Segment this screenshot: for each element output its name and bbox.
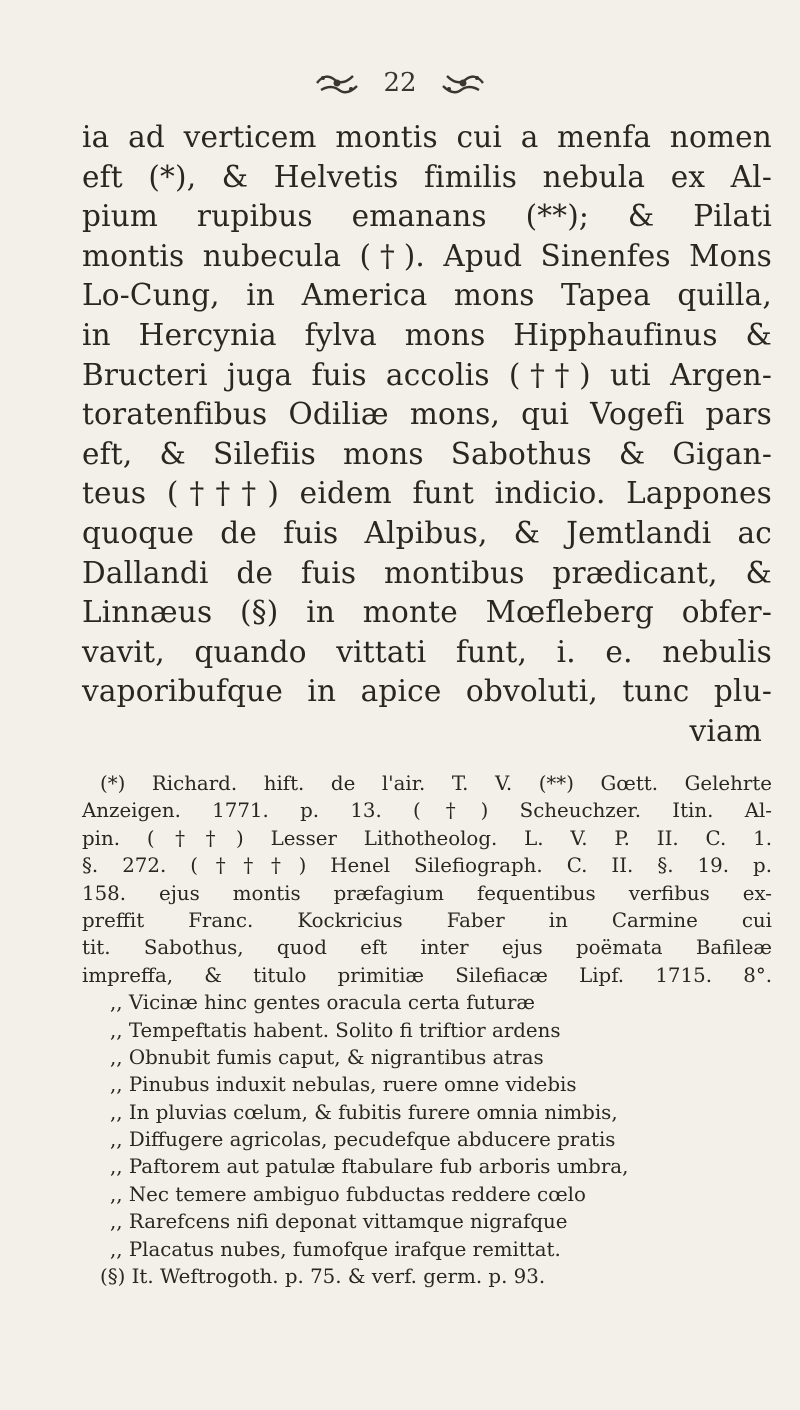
footnotes-block [82, 770, 772, 1290]
text-line: pium rupibus emanans (**); & Pilati [82, 199, 772, 234]
verse-line: ,, Paftorem aut patulæ ftabulare fub arboris umbra, [110, 1155, 629, 1179]
text-line: vavit, quando vittati funt, i. e. nebulis [82, 634, 772, 669]
verse-line: ,, Obnubit fumis caput, & nigrantibus atras [110, 1045, 544, 1069]
verse-line: ,, In pluvias cœlum, & fubitis furere omnia nimbis, [110, 1100, 618, 1124]
verse-line: ,, Tempeftatis habent. Solito fi triftior ardens [110, 1018, 561, 1042]
text-line: quoque de fuis Alpibus, & Jemtlandi ac [82, 515, 772, 550]
text-line: teus (†††) eidem funt indicio. Lappones [82, 476, 772, 511]
text-line: toratenfibus Odiliæ mons, qui Vogefi pars [82, 397, 772, 432]
footnote-line: (*) Richard. hift. de l'air. T. V. (**) Gœtt. Gelehrte [100, 772, 772, 795]
text-line: montis nubecula (†). Apud Sinenfes Mons [82, 238, 772, 273]
verse-line: ,, Pinubus induxit nebulas, ruere omne videbis [110, 1073, 577, 1097]
text-line: ia ad verticem montis cui a menfa nomen [82, 120, 772, 154]
text-line: Lo-Cung, in America mons Tapea quilla, [82, 278, 772, 313]
footnote-line: (§) It. Weftrogoth. p. 75. & verf. germ. p. 93. [100, 1265, 546, 1289]
main-text-block [82, 118, 772, 752]
verse-line: ,, Placatus nubes, fumofque irafque remittat. [110, 1237, 561, 1261]
text-line: Bructeri juga fuis accolis (††) uti Argen- [82, 357, 772, 392]
text-line: eft (*), & Helvetis fimilis nebula ex Al- [82, 159, 772, 194]
catchword-line: viam [689, 713, 762, 748]
text-line: in Hercynia fylva mons Hipphaufinus & [82, 317, 772, 352]
page-number: 22 [383, 68, 417, 98]
footnote-line: 158. ejus montis præfagium fequentibus verfibus ex- [82, 881, 772, 905]
left-fleuron-ornament-icon [313, 70, 361, 96]
verse-line: ,, Rarefcens nifi deponat vittamque nigrafque [110, 1210, 568, 1234]
footnote-line: Anzeigen. 1771. p. 13. (†) Scheuchzer. Itin. Al- [82, 799, 772, 823]
footnote-line: §. 272. (†††) Henel Silefiograph. C. II. §. 19. p. [82, 854, 772, 878]
text-line: Linnæus (§) in monte Mœfleberg obfer- [82, 595, 772, 630]
verse-line: ,, Vicinæ hinc gentes oracula certa futuræ [110, 991, 535, 1015]
text-line: Dallandi de fuis montibus prædicant, & [82, 555, 772, 590]
footnote-line: impreffa, & titulo primitiæ Silefiacæ Lipf. 1715. 8°. [82, 963, 772, 987]
footnote-line: tit. Sabothus, quod eft inter ejus poëmata Bafileæ [82, 936, 772, 960]
verse-line: ,, Nec temere ambiguo fubductas reddere cœlo [110, 1182, 586, 1206]
page-header [0, 68, 800, 98]
footnote-line: preffit Franc. Kockricius Faber in Carmine cui [82, 908, 772, 932]
footnote-line: pin. (††) Lesser Lithotheolog. L. V. P. II. C. 1. [82, 826, 772, 850]
verse-line: ,, Diffugere agricolas, pecudefque abducere pratis [110, 1128, 616, 1152]
text-line: eft, & Silefiis mons Sabothus & Gigan- [82, 436, 772, 471]
text-line: vaporibufque in apice obvoluti, tunc plu- [82, 674, 772, 709]
right-fleuron-ornament-icon [439, 70, 487, 96]
